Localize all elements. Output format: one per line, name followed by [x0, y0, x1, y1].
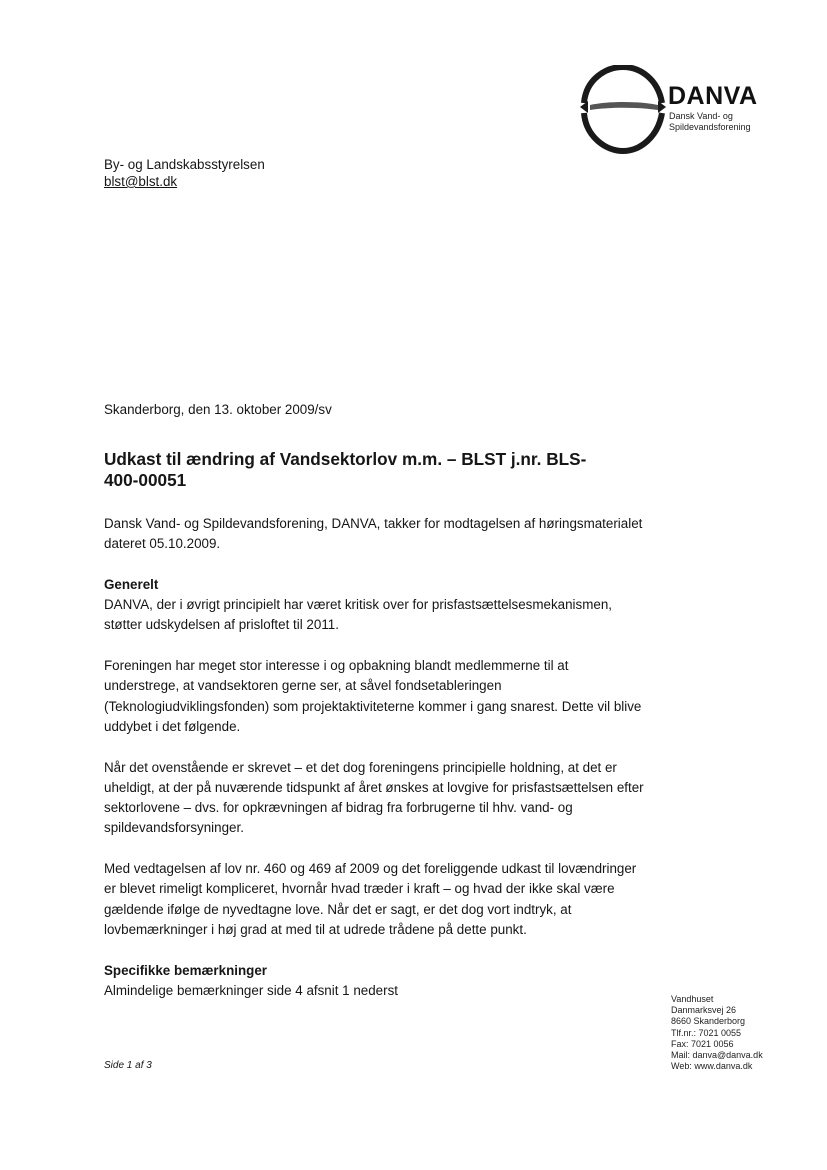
logo-subtitle-line: Dansk Vand- og: [669, 111, 733, 121]
logo-subtitle-line: Spildevandsforening: [669, 122, 751, 132]
paragraph: Foreningen har meget stor interesse i og opbakning blandt medlemmerne til at understrege, at vandsektoren gerne ser, at såvel fondsetableringen (Teknologiudviklingsfonden) som projektaktiviteterne kommer i gang snarest. Dette vil blive uddybet i det følgende.: [104, 658, 642, 734]
paragraph: Med vedtagelsen af lov nr. 460 og 469 af 2009 og det foreliggende udkast til lovændringer er blevet rimeligt kompliceret, hvornår hvad træder i kraft – og hvad der ikke skal være gældende ifølge de nyvedtagne love. Når det er sagt, er det dog vort indtryk, at lovbemærkninger i høj grad at med til at udrede trådene på dette punkt.: [104, 861, 637, 937]
address-line: 8660 Skanderborg: [671, 1016, 746, 1027]
address-line: Web: www.danva.dk: [671, 1061, 753, 1072]
sender-address: [671, 994, 763, 1072]
section-heading: Specifikke bemærkninger: [104, 962, 267, 978]
logo-name: DANVA: [668, 82, 758, 110]
logo-subtitle: [669, 111, 751, 133]
page-number: Side 1 af 3: [104, 1060, 152, 1071]
danva-logo: [578, 65, 778, 155]
section-general: [104, 575, 644, 940]
address-line: Vandhuset: [671, 994, 714, 1004]
document-title: [104, 449, 624, 491]
date-line: Skanderborg, den 13. oktober 2009/sv: [104, 402, 332, 417]
address-line: Tlf.nr.: 7021 0055: [671, 1027, 742, 1038]
paragraph: DANVA, der i øvrigt principielt har været kritisk over for prisfastsættelsesmekanismen, støtter udskydelsen af prisloftet til 2011.: [104, 597, 613, 633]
danva-logo-icon: [578, 65, 668, 155]
paragraph: Almindelige bemærkninger side 4 afsnit 1 nederst: [104, 982, 399, 998]
address-line: Mail: danva@danva.dk: [671, 1050, 763, 1061]
section-heading: Generelt: [104, 576, 159, 592]
section-specific: [104, 961, 644, 1002]
recipient-block: [104, 156, 265, 190]
document-title-line: Udkast til ændring af Vandsektorlov m.m. – BLST j.nr. BLS-: [104, 449, 587, 469]
document-title-line: 400-00051: [104, 470, 187, 490]
intro-paragraph: Dansk Vand- og Spildevandsforening, DANVA, takker for modtagelsen af høringsmaterialet dateret 05.10.2009.: [104, 516, 643, 552]
recipient-email-link[interactable]: blst@blst.dk: [104, 174, 178, 189]
address-line: Danmarksvej 26: [671, 1005, 737, 1016]
paragraph: Når det ovenstående er skrevet – et det dog foreningens principielle holdning, at det er uheldigt, at der på nuværende tidspunkt af året ønskes at lovgive for prisfastsættelsen efter sektorlovene – dvs. for opkrævningen af bidrag fra forbrugerne til hhv. vand- og spildevandsforsyninger.: [104, 759, 644, 836]
recipient-name: By- og Landskabsstyrelsen: [104, 157, 265, 172]
letter-body: [104, 514, 644, 1021]
address-line: Fax: 7021 0056: [671, 1038, 734, 1049]
